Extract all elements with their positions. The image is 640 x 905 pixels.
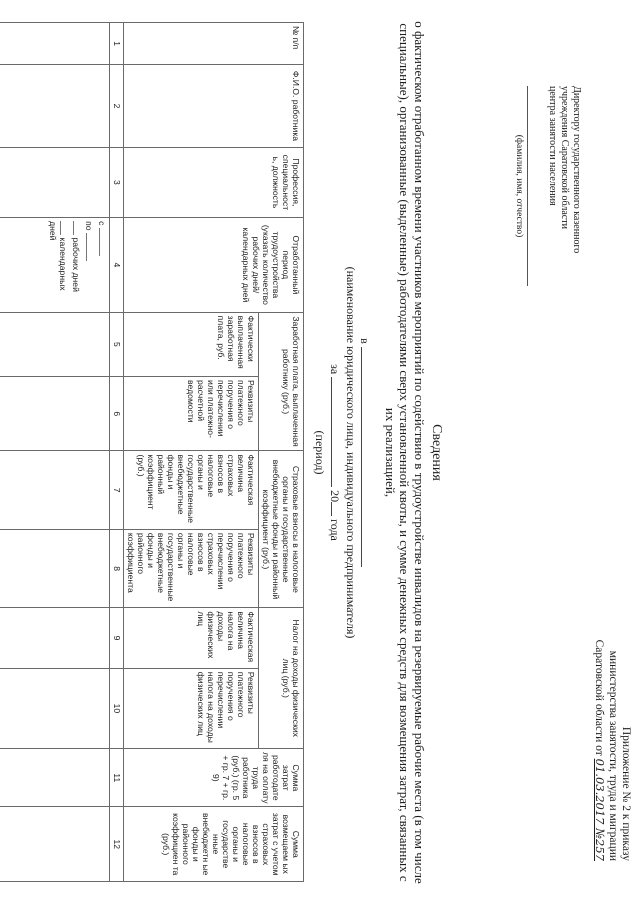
addressee-line-3: центра занятости населения [547, 86, 558, 206]
report-table [0, 22, 304, 882]
organization-caption: (наименование юридического лица, индивидуального предпринимателя) [344, 266, 358, 639]
header-insurance-amount: Фактическая величина страховых взносов в налоговые органы и государственные внебюджетные фонды и районный коэффициент (руб.) [124, 451, 259, 529]
column-number: 11 [110, 749, 124, 807]
header-employer-costs: Сумма затрат работодате ля на оплату труда работника (руб.) (гр. 5 + гр. 7 + гр. 9) [124, 749, 304, 807]
column-number: 1 [110, 23, 124, 65]
appendix-line-2: министерства занятости, труда и миграции [607, 650, 619, 861]
period-year-word: года [328, 519, 342, 541]
cell-employer-costs[interactable] [0, 749, 110, 807]
cell-paid-salary[interactable] [0, 312, 110, 376]
header-fio: Ф.И.О. работника [124, 65, 304, 147]
appendix-line-3 [592, 611, 606, 861]
header-tax-amount: Фактическая величина налога на доходы физических лиц [124, 608, 259, 668]
cell-profession[interactable] [0, 147, 110, 217]
cell-insurance-amount[interactable] [0, 451, 110, 529]
header-paid-salary: Фактически выплаченная заработная плата, руб. [124, 312, 259, 376]
blank-line[interactable] [99, 228, 100, 256]
appendix-reference [592, 611, 632, 861]
column-number: 6 [110, 377, 124, 451]
header-profession: Профессия, специальност ь, должность [124, 147, 304, 217]
calendar-days-label: календарных дней [48, 221, 68, 291]
header-number: № п/п [124, 23, 304, 65]
period-to-label: по [84, 221, 94, 231]
in-word: в [358, 338, 372, 344]
blank-line[interactable] [73, 221, 74, 235]
cell-insurance-payment-details[interactable] [0, 529, 110, 607]
period-za: за [328, 364, 342, 375]
addressee-name-caption: (фамилия, имя, отчество) [514, 134, 524, 238]
cell-number[interactable] [0, 23, 110, 65]
cell-tax-amount[interactable] [0, 608, 110, 668]
appendix-line-1: Приложение № 2 к приказу [620, 726, 632, 861]
header-group-income-tax: Налог на доходы физических лиц (руб.) [259, 608, 304, 749]
addressee-block [513, 86, 582, 286]
column-number: 8 [110, 529, 124, 607]
organization-line [357, 0, 372, 905]
header-worked-period: Отработанный период трудоустройства (указать количество рабочих дней/календарных дней [124, 218, 304, 313]
column-number: 10 [110, 668, 124, 748]
header-reimbursable-sum: Сумма возмещаем ых затрат с учетом страховых взносов в налоговые органы и государстве нные внебюджетн ые фонды и районного коэффициен та (руб.) [124, 807, 304, 882]
blank-line[interactable] [60, 221, 61, 235]
document-title: Сведения [429, 424, 444, 481]
addressee-name-line[interactable] [527, 86, 544, 286]
table-header-row [259, 23, 304, 882]
header-tax-payment-details: Реквизиты платежного поручения о перечислении налога на доходы физических лиц [124, 668, 259, 748]
column-number: 12 [110, 807, 124, 882]
header-group-insurance: Страховые взносы в налоговые органы и государственные внебюджетные фонды и районный коэффициент (руб.) [259, 451, 304, 608]
document-subtitle: о фактическом отработанном времени участников мероприятий по содействию в трудоустройстве инвалидов на резервируемые рабочие места (в том числе специальные), организованные (выделенные) работодателями сверх установленной квоты, и сумме денежных средств для возмещения затрат, связанных с их реализацией, [383, 21, 427, 884]
addressee-line-1: Директору государственного казенного [571, 86, 582, 254]
period-caption: (период) [313, 430, 327, 475]
header-insurance-payment-details: Реквизиты платежного поручения о перечислении страховых взносов в налоговые органы и государственные внебюджетные фонды и районного коэффициента [124, 529, 259, 607]
table-row [0, 23, 110, 882]
handwritten-date-number: 01.03.2017 №257 [593, 758, 607, 861]
column-number: 9 [110, 608, 124, 668]
column-number: 4 [110, 218, 124, 313]
cell-worked-period[interactable] [0, 218, 110, 313]
column-number: 7 [110, 451, 124, 529]
period-blank[interactable] [331, 377, 332, 487]
addressee-line-2: учреждения Саратовской области [559, 86, 570, 229]
period-from-label: с [97, 221, 107, 226]
header-salary-payment-details: Реквизиты платежного поручения о перечислении или платежно-расчетной ведомости [124, 377, 259, 451]
appendix-date-prefix: Саратовской области от [593, 639, 605, 756]
column-number: 3 [110, 147, 124, 217]
column-number: 2 [110, 65, 124, 147]
period-line [327, 0, 342, 905]
cell-reimbursable-sum[interactable] [0, 807, 110, 882]
organization-name-blank[interactable] [361, 347, 362, 567]
cell-salary-payment-details[interactable] [0, 377, 110, 451]
blank-line[interactable] [86, 233, 87, 261]
period-twenty: 20 [328, 490, 342, 503]
column-number: 5 [110, 312, 124, 376]
cell-fio[interactable] [0, 65, 110, 147]
cell-tax-payment-details[interactable] [0, 668, 110, 748]
header-group-salary: Заработная плата, выплаченная работнику (руб.) [259, 312, 304, 451]
work-days-label: рабочих дней [71, 237, 81, 292]
period-year-blank[interactable] [331, 502, 332, 516]
column-number-row [110, 23, 124, 882]
